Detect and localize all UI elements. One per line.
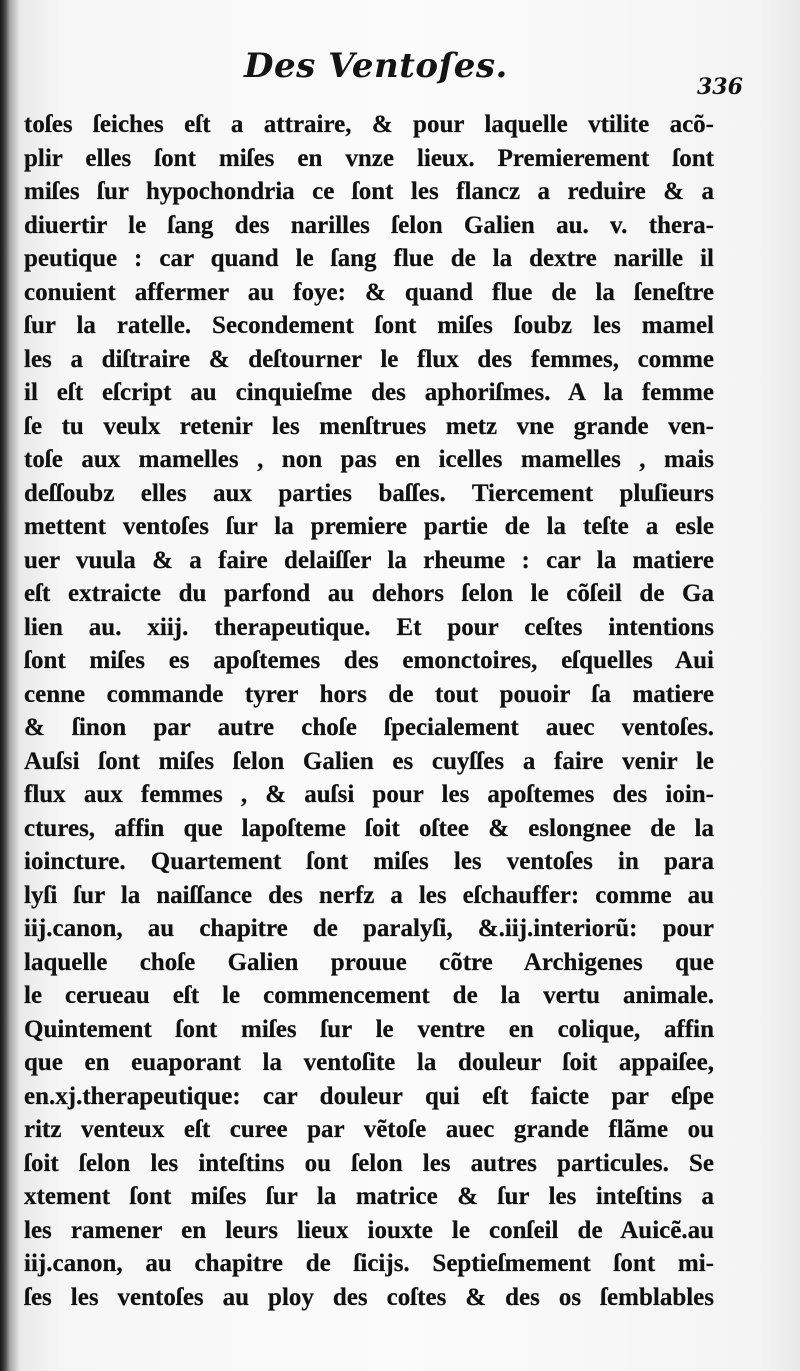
text-line: ctures, affin que lapoſteme ſoit oſtee & eslongnee de la xyxy=(24,814,714,842)
text-line: & ſinon par autre choſe ſpecialement auec ventoſes. xyxy=(24,714,714,741)
body-text xyxy=(24,108,714,1314)
text-line: eſt extraicte du parfond au dehors ſelon le cõſeil de Ga xyxy=(24,580,714,607)
text-line: iij.canon, au chapitre de paralyſi, &.iij.interiorũ: pour xyxy=(24,915,714,942)
text-line: diuertir le ſang des narilles ſelon Galien au. v. thera- xyxy=(24,211,714,239)
text-line: ioincture. Quartement ſont miſes les ventoſes in para xyxy=(24,848,714,875)
text-line: plir elles ſont miſes en vnze lieux. Premierement ſont xyxy=(24,144,714,172)
text-line: ſont miſes es apoſtemes des emonctoires, eſquelles Aui xyxy=(24,647,714,674)
text-line: les a diſtraire & deſtourner le flux des femmes, comme xyxy=(24,345,714,373)
text-line: il eſt eſcript au cinquieſme des aphoriſmes. A la femme xyxy=(24,379,714,406)
text-line: conuient affermer au foye: & quand flue de la ſeneſtre xyxy=(24,278,714,306)
text-line: peutique : car quand le ſang flue de la dextre narille il xyxy=(24,245,714,272)
text-line: toſes ſeiches eſt a attraire, & pour laquelle vtilite acõ- xyxy=(24,111,714,138)
text-line: deſſoubz elles aux parties baſſes. Tiercement pluſieurs xyxy=(24,479,714,507)
text-line: ſur la ratelle. Secondement ſont miſes ſoubz les mamel xyxy=(24,312,714,339)
text-line: iij.canon, au chapitre de ſicijs. Septieſmement ſont mi- xyxy=(24,1250,714,1277)
text-line: xtement ſont miſes ſur la matrice & ſur les inteſtins a xyxy=(24,1183,714,1210)
text-line: les ramener en leurs lieux iouxte le conſeil de Auicẽ.au xyxy=(24,1216,714,1244)
text-line: laquelle choſe Galien prouue cõtre Archigenes que xyxy=(24,948,714,976)
text-line: ſe tu veulx retenir les menſtrues metz vne grande ven- xyxy=(24,412,714,440)
text-line: toſe aux mamelles , non pas en icelles mamelles , mais xyxy=(24,446,714,473)
text-line: en.xj.therapeutique: car douleur qui eſt faicte par eſpe xyxy=(24,1082,714,1110)
binding-shadow xyxy=(0,0,10,1371)
text-line: ritz venteux eſt curee par vẽtoſe auec grande flãme ou xyxy=(24,1116,714,1143)
text-line: lien au. xiij. therapeutique. Et pour ceſtes intentions xyxy=(24,613,714,641)
text-line: miſes ſur hypochondria ce ſont les flancz a reduire & a xyxy=(24,178,714,205)
text-line: ſes les ventoſes au ploy des coſtes & des os ſemblables xyxy=(24,1283,714,1311)
text-line: cenne commande tyrer hors de tout pouoir ſa matiere xyxy=(24,680,714,708)
text-line: lyſi ſur la naiſſance des nerfz a les eſchauffer: comme au xyxy=(24,881,714,909)
text-line: uer vuula & a faire delaiſſer la rheume : car la matiere xyxy=(24,546,714,574)
text-line: que en euaporant la ventoſite la douleur ſoit appaiſee, xyxy=(24,1049,714,1076)
text-line: flux aux femmes , & auſsi pour les apoſtemes des ioin- xyxy=(24,781,714,808)
page-number: 336 xyxy=(697,74,743,100)
running-title: Des Ventoſes. xyxy=(244,46,508,86)
text-line: Auſsi ſont miſes ſelon Galien es cuyſſes a faire venir le xyxy=(24,747,714,775)
text-line: mettent ventoſes ſur la premiere partie de la teſte a esle xyxy=(24,513,714,540)
text-line: Quintement ſont miſes ſur le ventre en colique, affin xyxy=(24,1015,714,1043)
text-line: le cerueau eſt le commencement de la vertu animale. xyxy=(24,982,714,1009)
text-line: ſoit ſelon les inteſtins ou ſelon les autres particules. Se xyxy=(24,1149,714,1177)
